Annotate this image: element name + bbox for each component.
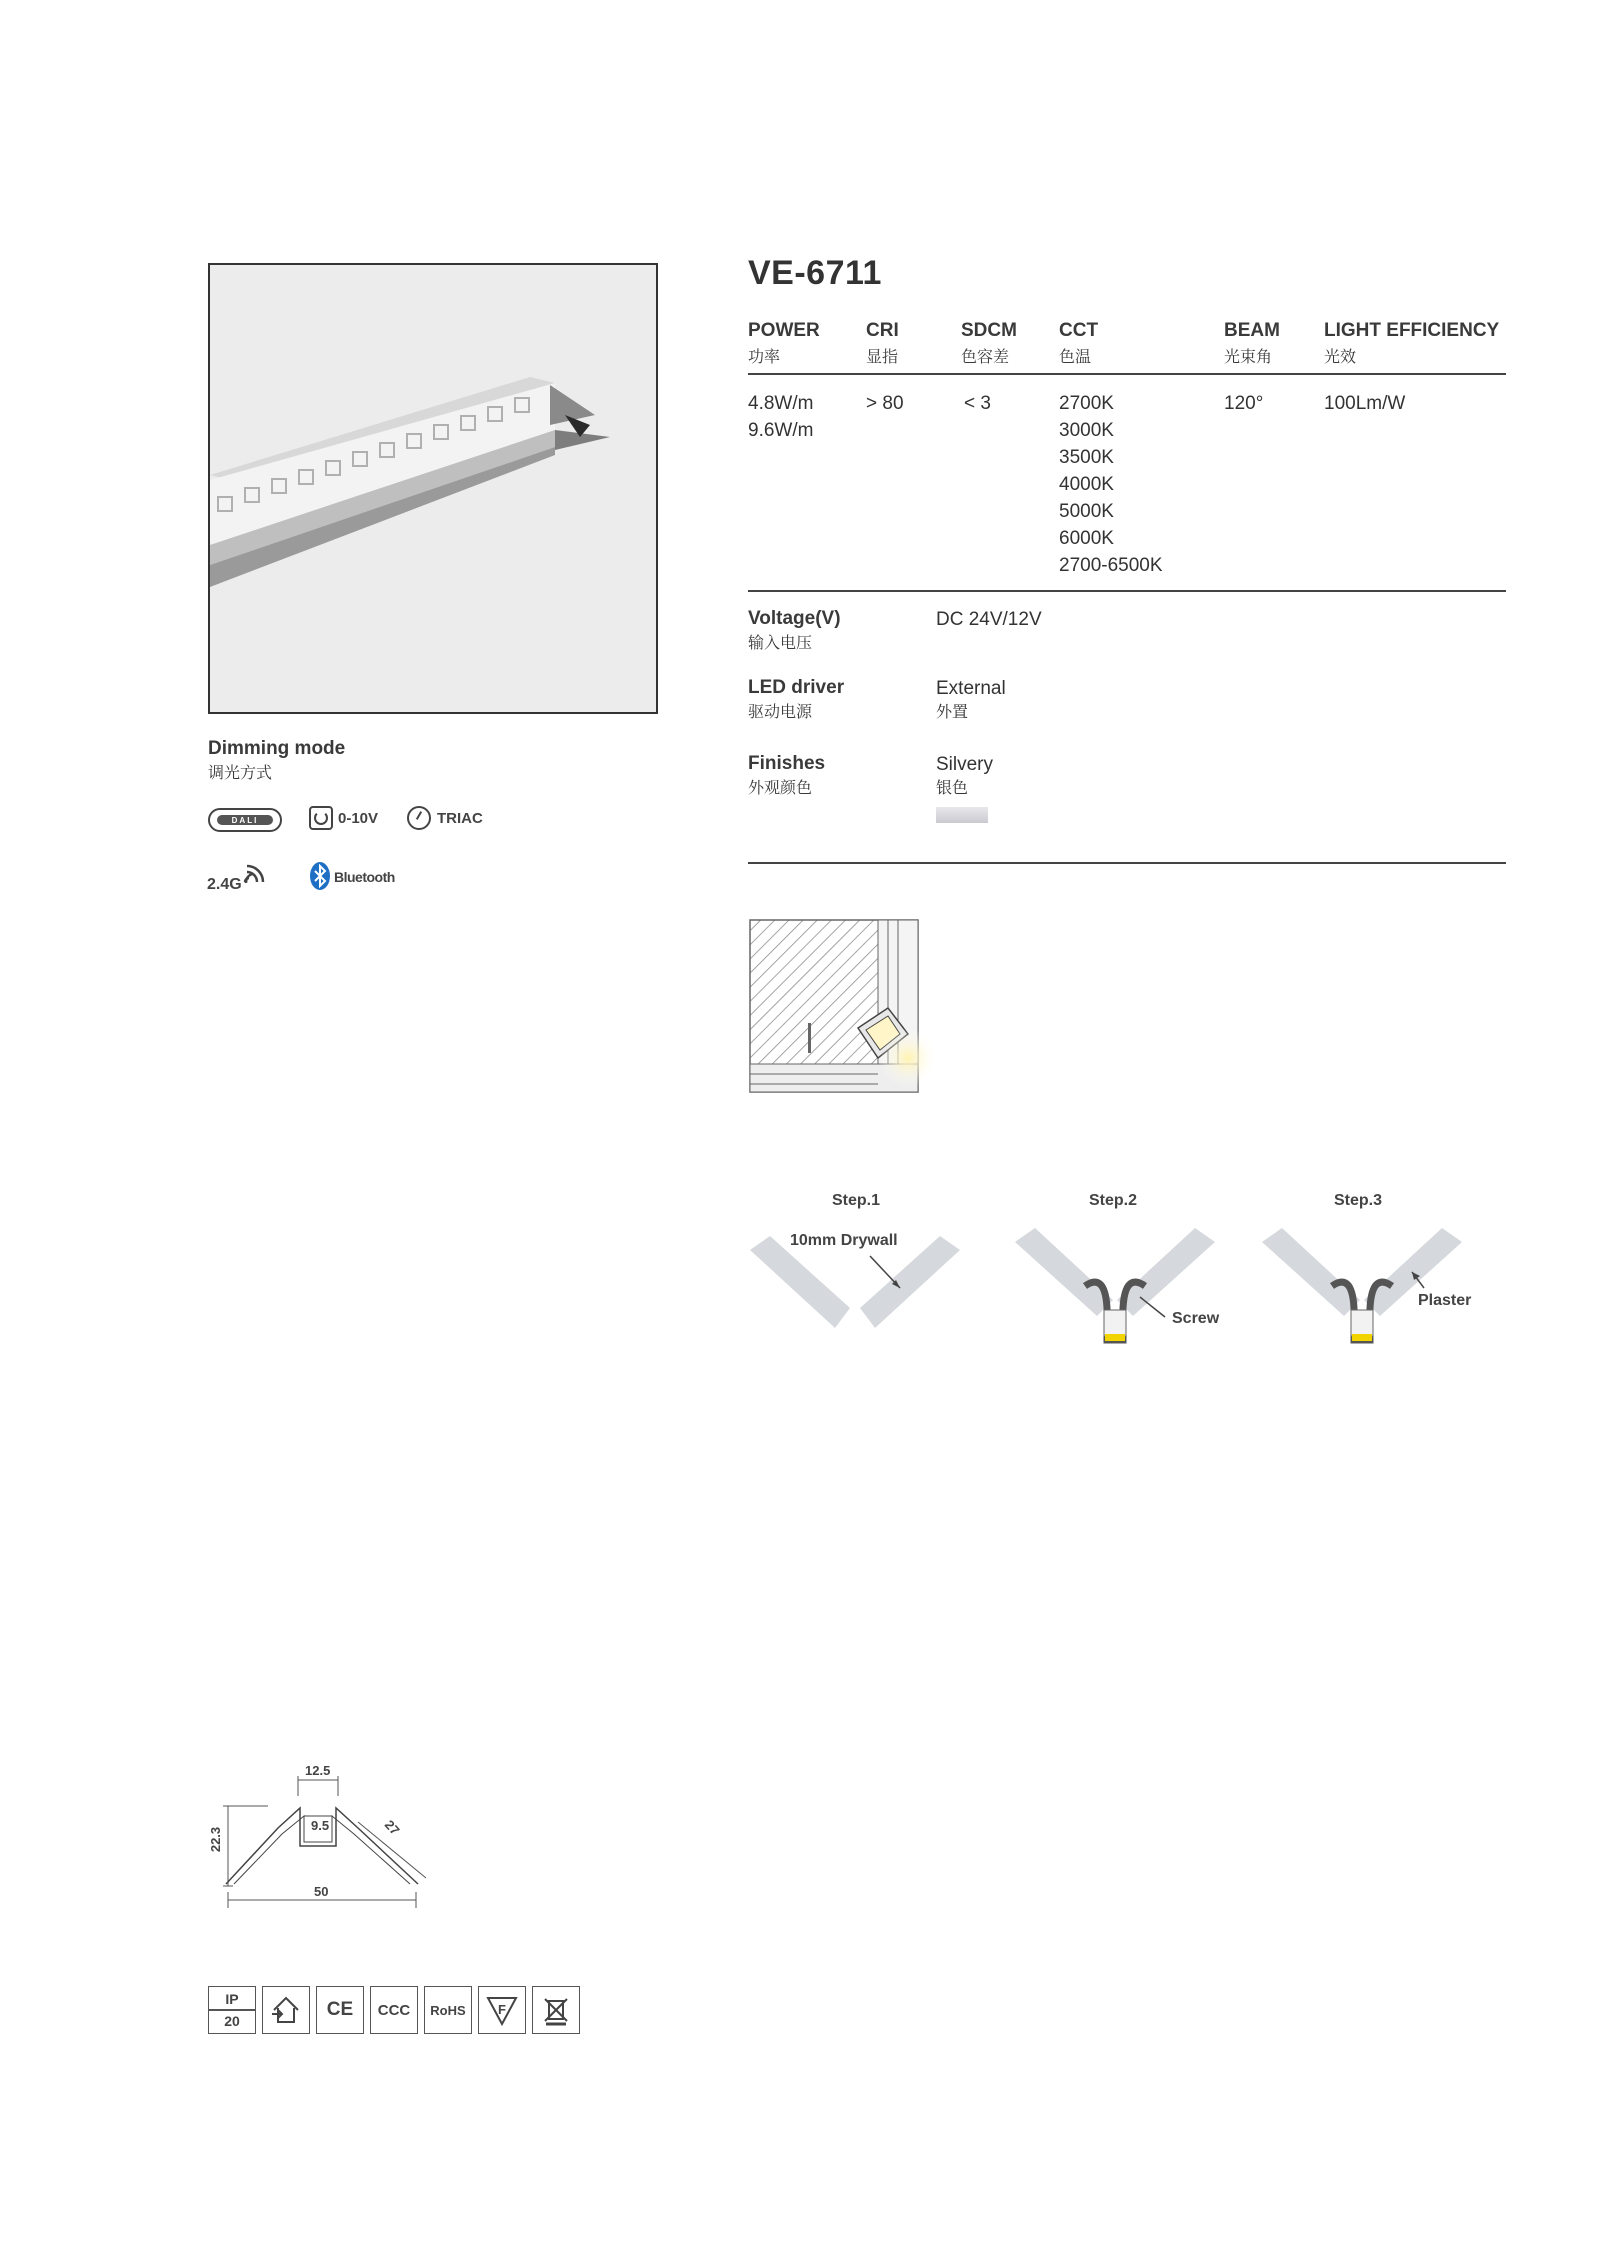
voltage-value: DC 24V/12V (936, 609, 1042, 630)
header-cri: CRI 显指 (866, 320, 899, 366)
svg-text:F: F (498, 2002, 506, 2017)
finish-color-swatch (936, 807, 988, 823)
driver-value: External 外置 (936, 678, 1006, 721)
dimming-title: Dimming mode 调光方式 (208, 738, 346, 782)
header-sdcm: SDCM 色容差 (961, 320, 1017, 366)
beam-value: 120° (1224, 393, 1264, 414)
details-bottom-rule (748, 862, 1506, 864)
table-bottom-rule (748, 590, 1506, 592)
cct-values: 2700K 3000K 3500K 4000K 5000K 6000K 2700-6500K (1059, 393, 1163, 576)
dimmer-icon (309, 806, 333, 830)
finishes-label: Finishes 外观颜色 (748, 753, 826, 797)
bluetooth-icon (310, 862, 330, 890)
plaster-annotation: Plaster (1418, 1292, 1472, 1309)
dim-side: 27 (381, 1817, 403, 1838)
power-values: 4.8W/m 9.6W/m (748, 393, 814, 441)
header-power: POWER 功率 (748, 320, 820, 366)
indoor-use-icon (262, 1986, 310, 2034)
product-photo (208, 263, 658, 714)
installation-cross-section (748, 918, 938, 1108)
drywall-annotation: 10mm Drywall (790, 1232, 898, 1249)
efficiency-value: 100Lm/W (1324, 393, 1406, 414)
dimmer-label: 0-10V (338, 810, 379, 827)
dim-top: 12.5 (305, 1763, 331, 1778)
header-efficiency: LIGHT EFFICIENCY 光效 (1324, 320, 1500, 366)
ce-icon: CE (316, 1986, 364, 2034)
step-3-title: Step.3 (1334, 1192, 1383, 1209)
driver-label: LED driver 驱动电源 (748, 677, 845, 721)
wireless-label: 2.4G (207, 876, 242, 893)
header-cct: CCT 色温 (1059, 320, 1099, 366)
ccc-icon: CCC (370, 1986, 418, 2034)
rohs-icon: RoHS (424, 1986, 472, 2034)
dim-height: 22.3 (208, 1826, 224, 1853)
bluetooth-label: Bluetooth (334, 869, 395, 885)
sdcm-value: < 3 (964, 393, 991, 414)
cri-value: > 80 (866, 393, 904, 414)
dali-icon: DALI (208, 808, 282, 832)
step-2-title: Step.2 (1089, 1192, 1138, 1209)
weee-icon (532, 1986, 580, 2034)
step-3-diagram (1262, 1222, 1462, 1347)
dim-width: 50 (314, 1884, 329, 1899)
model-title: VE-6711 (748, 254, 882, 292)
dim-inner: 9.5 (311, 1818, 330, 1833)
wireless-icon (243, 862, 265, 884)
step-1-title: Step.1 (832, 1192, 881, 1209)
finishes-value: Silvery 银色 (936, 754, 994, 797)
voltage-label: Voltage(V) 输入电压 (748, 608, 841, 652)
triac-icon (407, 806, 431, 830)
ip-icon: IP 20 (208, 1986, 256, 2034)
screw-annotation: Screw (1172, 1310, 1220, 1327)
triac-label: TRIAC (437, 810, 483, 827)
table-header-rule (748, 373, 1506, 375)
header-beam: BEAM 光束角 (1224, 320, 1280, 366)
f-mark-icon (478, 1986, 526, 2034)
step-2-diagram (1015, 1222, 1215, 1347)
